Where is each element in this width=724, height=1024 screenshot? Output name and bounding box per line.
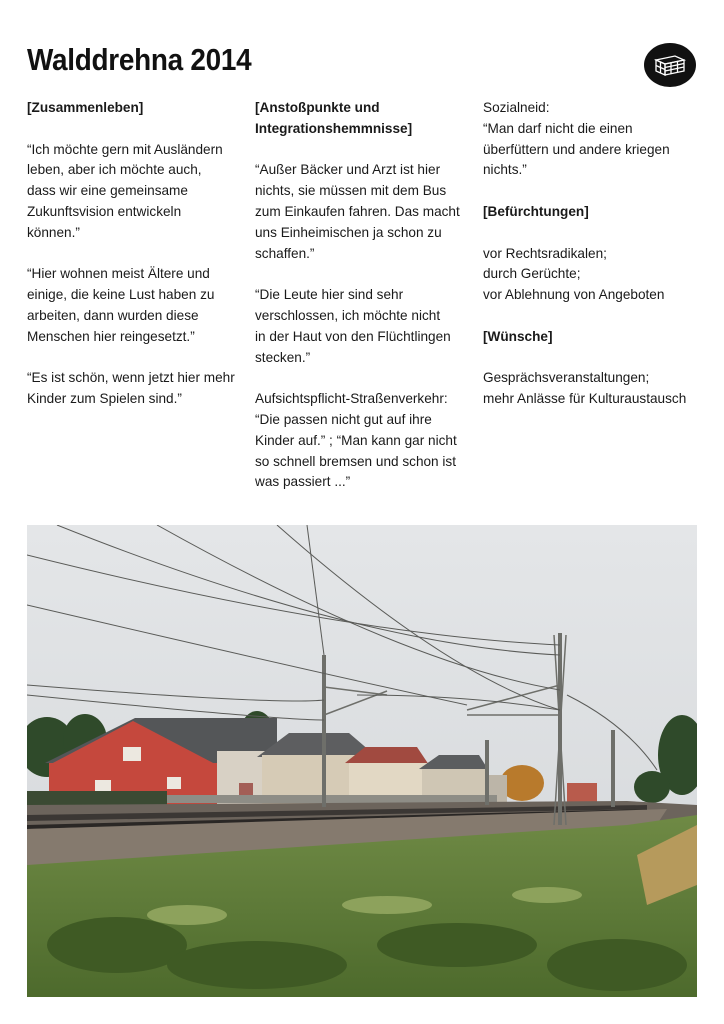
section-heading: [Wünsche] xyxy=(483,328,553,344)
quote-paragraph: “Die Leute hier sind sehr verschlossen, ich möchte nicht in der Haut von den Flüchtlingen stecken.” xyxy=(255,287,451,365)
logo xyxy=(644,43,696,87)
column-befuerchtungen xyxy=(483,98,705,431)
quote-paragraph: “Es ist schön, wenn jetzt hier mehr Kinder zum Spielen sind.” xyxy=(27,370,235,407)
cube-grid-icon xyxy=(653,53,687,77)
list-paragraph: vor Rechtsradikalen; durch Gerüchte; vor Ablehnung von Angeboten xyxy=(483,245,665,303)
column-anstosspunkte xyxy=(255,98,477,514)
quote-paragraph: “Ich möchte gern mit Ausländern leben, aber ich möchte auch, dass wir eine gemeinsame Zukunftsvision entwickeln können.” xyxy=(27,141,223,240)
section-heading: [Befürchtungen] xyxy=(483,203,589,219)
quote-paragraph: “Außer Bäcker und Arzt ist hier nichts, sie müssen mit dem Bus zum Einkaufen fahren. Das macht uns Einheimischen ja schon zu schaffen.” xyxy=(255,162,460,261)
quote-paragraph: Sozialneid: “Man darf nicht die einen überfüttern und andere kriegen nichts.” xyxy=(483,100,670,178)
quote-paragraph: Aufsichtspflicht-Straßenverkehr: “Die passen nicht gut auf ihre Kinder auf.” ; “Man kann gar nicht so schnell bremsen und schon ist was passiert ...” xyxy=(255,391,457,490)
list-paragraph: Gesprächsveranstaltungen; mehr Anlässe für Kulturaustausch xyxy=(483,370,687,407)
railway-village-photo xyxy=(27,525,697,997)
section-heading: [Anstoßpunkte und Integrationshemmnisse] xyxy=(255,100,413,136)
quote-paragraph: “Hier wohnen meist Ältere und einige, die keine Lust haben zu arbeiten, dann wurden diese Menschen hier reingesetzt.” xyxy=(27,266,215,344)
column-zusammenleben xyxy=(27,98,249,431)
page-title: Walddrehna 2014 xyxy=(27,42,252,77)
section-heading: [Zusammenleben] xyxy=(27,100,144,115)
